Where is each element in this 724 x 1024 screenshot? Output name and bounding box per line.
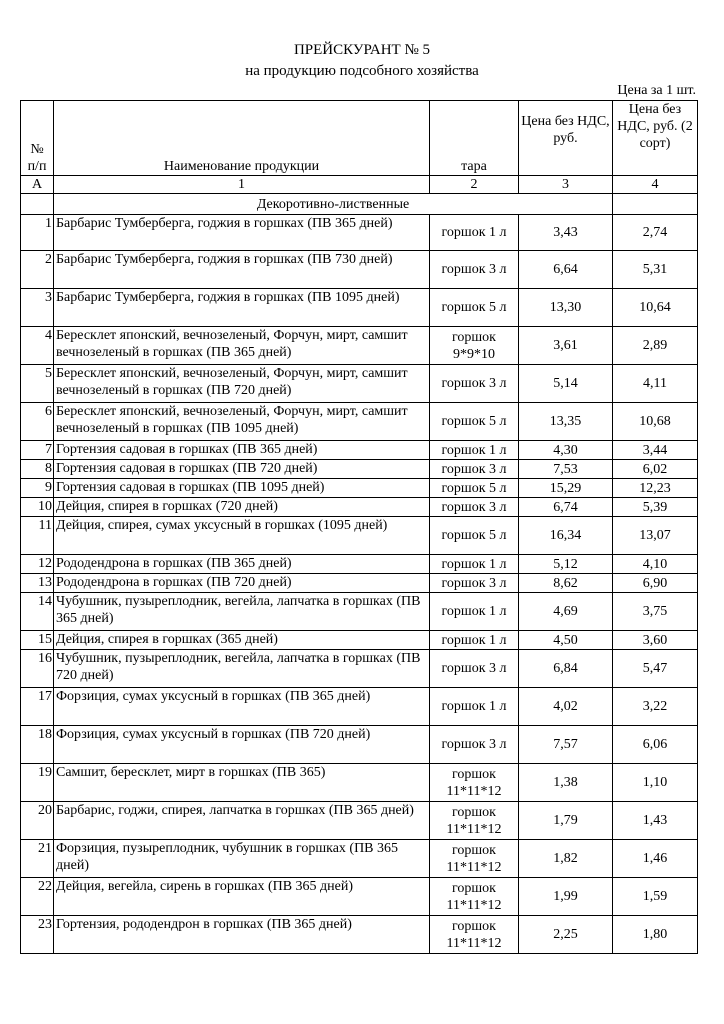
row-number: 11 — [21, 517, 54, 555]
price-table — [20, 100, 698, 954]
price: 1,79 — [519, 802, 613, 840]
price-grade2: 6,90 — [613, 574, 698, 593]
product-name: Самшит, бересклет, мирт в горшках (ПВ 365) — [54, 764, 430, 802]
packaging: горшок 3 л — [430, 650, 519, 688]
table-row — [21, 327, 698, 365]
table-row — [21, 802, 698, 840]
product-name: Дейция, спирея в горшках (365 дней) — [54, 631, 430, 650]
price: 1,38 — [519, 764, 613, 802]
column-index: 4 — [613, 176, 698, 194]
row-number: 5 — [21, 365, 54, 403]
header-name: Наименование продукции — [54, 101, 430, 176]
price-grade2: 3,75 — [613, 593, 698, 631]
price: 4,30 — [519, 441, 613, 460]
price: 2,25 — [519, 916, 613, 954]
packaging: горшок 5 л — [430, 517, 519, 555]
price: 4,50 — [519, 631, 613, 650]
section-row — [21, 194, 698, 215]
price-grade2: 6,06 — [613, 726, 698, 764]
row-number: 22 — [21, 878, 54, 916]
product-name: Гортензия, рододендрон в горшках (ПВ 365 дней) — [54, 916, 430, 954]
price: 8,62 — [519, 574, 613, 593]
table-row — [21, 631, 698, 650]
table-row — [21, 365, 698, 403]
packaging: горшок 11*11*12 — [430, 916, 519, 954]
price-grade2: 4,10 — [613, 555, 698, 574]
price: 1,99 — [519, 878, 613, 916]
row-number: 2 — [21, 251, 54, 289]
column-index: 3 — [519, 176, 613, 194]
packaging: горшок 1 л — [430, 441, 519, 460]
table-row — [21, 441, 698, 460]
price-grade2: 4,11 — [613, 365, 698, 403]
row-number: 15 — [21, 631, 54, 650]
packaging: горшок 5 л — [430, 479, 519, 498]
column-index: А — [21, 176, 54, 194]
price: 13,30 — [519, 289, 613, 327]
price-grade2: 10,64 — [613, 289, 698, 327]
table-row — [21, 498, 698, 517]
price: 16,34 — [519, 517, 613, 555]
price: 15,29 — [519, 479, 613, 498]
table-row — [21, 593, 698, 631]
product-name: Барбарис Тумберберга, годжия в горшках (ПВ 730 дней) — [54, 251, 430, 289]
product-name: Чубушник, пузыреплодник, вегейла, лапчатка в горшках (ПВ 365 дней) — [54, 593, 430, 631]
packaging: горшок 3 л — [430, 726, 519, 764]
product-name: Барбарис, годжи, спирея, лапчатка в горшках (ПВ 365 дней) — [54, 802, 430, 840]
table-row — [21, 574, 698, 593]
header-price: Цена без НДС, руб. — [519, 101, 613, 176]
product-name: Рододендрона в горшках (ПВ 720 дней) — [54, 574, 430, 593]
price-grade2: 10,68 — [613, 403, 698, 441]
product-name: Дейция, вегейла, сирень в горшках (ПВ 365 дней) — [54, 878, 430, 916]
section-title: Декоротивно-лиственные — [54, 194, 613, 215]
table-header-row — [21, 101, 698, 176]
row-number: 4 — [21, 327, 54, 365]
packaging: горшок 3 л — [430, 498, 519, 517]
table-row — [21, 840, 698, 878]
price: 7,53 — [519, 460, 613, 479]
price: 6,84 — [519, 650, 613, 688]
row-number: 8 — [21, 460, 54, 479]
header-price-grade2: Цена без НДС, руб. (2 сорт) — [613, 101, 698, 176]
price: 3,61 — [519, 327, 613, 365]
row-number: 23 — [21, 916, 54, 954]
price-grade2: 3,22 — [613, 688, 698, 726]
row-number: 21 — [21, 840, 54, 878]
row-number: 16 — [21, 650, 54, 688]
packaging: горшок 1 л — [430, 688, 519, 726]
price-grade2: 3,60 — [613, 631, 698, 650]
price-grade2: 1,10 — [613, 764, 698, 802]
table-row — [21, 764, 698, 802]
table-row — [21, 517, 698, 555]
table-row — [21, 726, 698, 764]
table-row — [21, 479, 698, 498]
price-grade2: 1,59 — [613, 878, 698, 916]
row-number: 18 — [21, 726, 54, 764]
row-number: 12 — [21, 555, 54, 574]
price: 6,74 — [519, 498, 613, 517]
product-name: Дейция, спирея в горшках (720 дней) — [54, 498, 430, 517]
price: 13,35 — [519, 403, 613, 441]
row-number: 13 — [21, 574, 54, 593]
table-row — [21, 251, 698, 289]
product-name: Барбарис Тумберберга, годжия в горшках (ПВ 1095 дней) — [54, 289, 430, 327]
price: 4,69 — [519, 593, 613, 631]
section-spacer — [21, 194, 54, 215]
product-name: Форзиция, сумах уксусный в горшках (ПВ 365 дней) — [54, 688, 430, 726]
price-grade2: 5,31 — [613, 251, 698, 289]
packaging: горшок 11*11*12 — [430, 840, 519, 878]
packaging: горшок 3 л — [430, 460, 519, 479]
packaging: горшок 1 л — [430, 555, 519, 574]
price-grade2: 5,39 — [613, 498, 698, 517]
packaging: горшок 5 л — [430, 289, 519, 327]
product-name: Рододендрона в горшках (ПВ 365 дней) — [54, 555, 430, 574]
row-number: 1 — [21, 215, 54, 251]
table-row — [21, 555, 698, 574]
price-grade2: 1,43 — [613, 802, 698, 840]
price-grade2: 2,89 — [613, 327, 698, 365]
section-spacer — [613, 194, 698, 215]
document-title: ПРЕЙСКУРАНТ № 5 — [293, 42, 431, 58]
table-row — [21, 215, 698, 251]
packaging: горшок 5 л — [430, 403, 519, 441]
packaging: горшок 1 л — [430, 631, 519, 650]
price-grade2: 13,07 — [613, 517, 698, 555]
price: 3,43 — [519, 215, 613, 251]
product-name: Бересклет японский, вечнозеленый, Форчун, мирт, самшит вечнозеленый в горшках (ПВ 1095 дней) — [54, 403, 430, 441]
column-index-row — [21, 176, 698, 194]
product-name: Гортензия садовая в горшках (ПВ 365 дней) — [54, 441, 430, 460]
product-name: Дейция, спирея, сумах уксусный в горшках (1095 дней) — [54, 517, 430, 555]
price-grade2: 12,23 — [613, 479, 698, 498]
row-number: 3 — [21, 289, 54, 327]
product-name: Форзиция, пузыреплодник, чубушник в горшках (ПВ 365 дней) — [54, 840, 430, 878]
table-row — [21, 460, 698, 479]
table-row — [21, 878, 698, 916]
price: 6,64 — [519, 251, 613, 289]
price-grade2: 1,46 — [613, 840, 698, 878]
packaging: горшок 11*11*12 — [430, 764, 519, 802]
packaging: горшок 1 л — [430, 215, 519, 251]
row-number: 7 — [21, 441, 54, 460]
table-row — [21, 403, 698, 441]
product-name: Барбарис Тумберберга, годжия в горшках (ПВ 365 дней) — [54, 215, 430, 251]
price: 4,02 — [519, 688, 613, 726]
price-grade2: 6,02 — [613, 460, 698, 479]
price: 7,57 — [519, 726, 613, 764]
product-name: Форзиция, сумах уксусный в горшках (ПВ 720 дней) — [54, 726, 430, 764]
packaging: горшок 3 л — [430, 251, 519, 289]
product-name: Гортензия садовая в горшках (ПВ 1095 дней) — [54, 479, 430, 498]
price: 5,12 — [519, 555, 613, 574]
column-index: 2 — [430, 176, 519, 194]
row-number: 17 — [21, 688, 54, 726]
price-unit-note: Цена за 1 шт. — [617, 83, 696, 98]
price-grade2: 2,74 — [613, 215, 698, 251]
packaging: горшок 3 л — [430, 365, 519, 403]
packaging: горшок 1 л — [430, 593, 519, 631]
packaging: горшок 3 л — [430, 574, 519, 593]
row-number: 10 — [21, 498, 54, 517]
column-index: 1 — [54, 176, 430, 194]
row-number: 14 — [21, 593, 54, 631]
price: 1,82 — [519, 840, 613, 878]
header-tara: тара — [430, 101, 519, 176]
price-grade2: 1,80 — [613, 916, 698, 954]
packaging: горшок 11*11*12 — [430, 878, 519, 916]
product-name: Бересклет японский, вечнозеленый, Форчун, мирт, самшит вечнозеленый в горшках (ПВ 720 дней) — [54, 365, 430, 403]
packaging: горшок 11*11*12 — [430, 802, 519, 840]
document-subtitle: на продукцию подсобного хозяйства — [245, 63, 479, 79]
row-number: 9 — [21, 479, 54, 498]
price: 5,14 — [519, 365, 613, 403]
packaging: горшок 9*9*10 — [430, 327, 519, 365]
row-number: 20 — [21, 802, 54, 840]
product-name: Гортензия садовая в горшках (ПВ 720 дней) — [54, 460, 430, 479]
product-name: Чубушник, пузыреплодник, вегейла, лапчатка в горшках (ПВ 720 дней) — [54, 650, 430, 688]
row-number: 19 — [21, 764, 54, 802]
header-no: № п/п — [21, 101, 54, 176]
product-name: Бересклет японский, вечнозеленый, Форчун, мирт, самшит вечнозеленый в горшках (ПВ 365 дней) — [54, 327, 430, 365]
table-row — [21, 289, 698, 327]
price-grade2: 3,44 — [613, 441, 698, 460]
table-row — [21, 650, 698, 688]
row-number: 6 — [21, 403, 54, 441]
table-row — [21, 916, 698, 954]
table-row — [21, 688, 698, 726]
price-grade2: 5,47 — [613, 650, 698, 688]
